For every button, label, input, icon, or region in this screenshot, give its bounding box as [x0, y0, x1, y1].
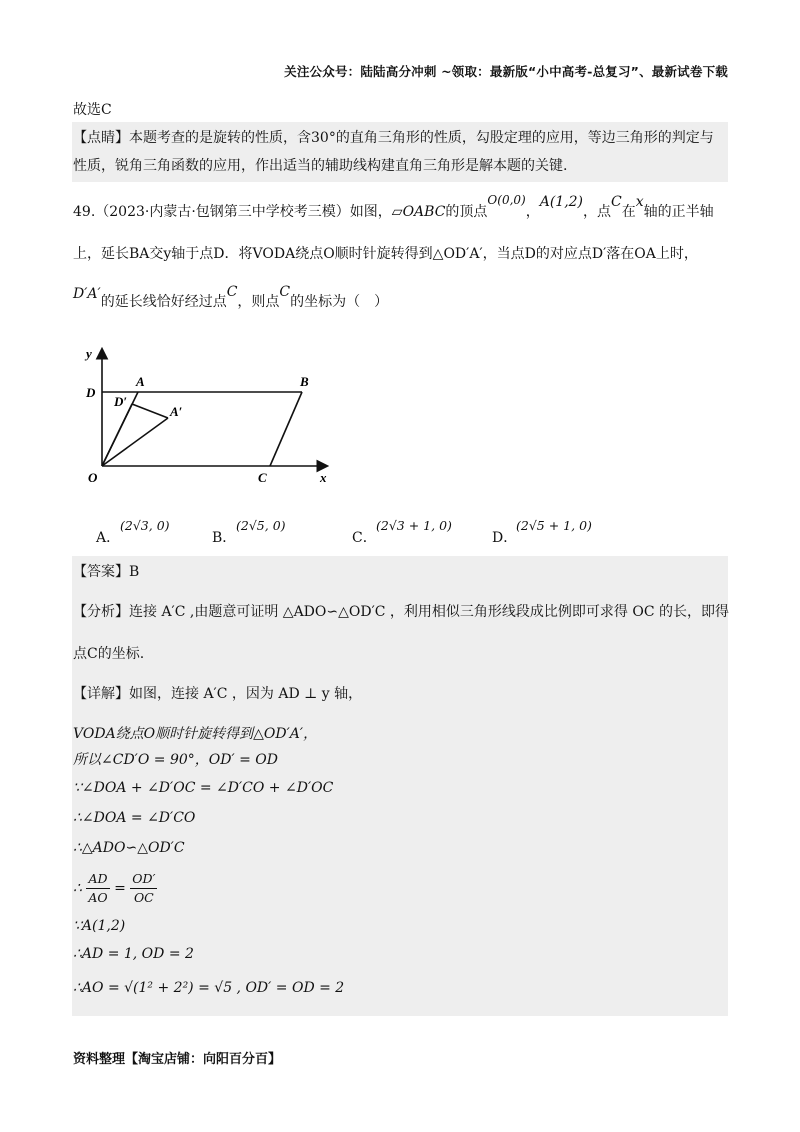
point-c-label: C [611, 194, 622, 210]
question-line-1 [73, 193, 714, 222]
question-text: ，点 [583, 204, 612, 220]
therefore-sign: ∴ [73, 880, 82, 897]
label-d: D [86, 385, 96, 400]
detail-line-5: ∴∠DOA = ∠D′CO [73, 810, 196, 826]
detail-line-7 [73, 870, 157, 907]
previous-answer: 故选C [73, 102, 112, 118]
o-coordinate: O(0,0) [487, 193, 526, 207]
option-value: (2√5, 0) [236, 518, 286, 533]
point-c-label: C [226, 284, 238, 300]
geometry-figure [80, 340, 340, 490]
label-x: x [320, 470, 327, 485]
question-text: 轴的正半轴 [643, 204, 714, 220]
question-source: 49.（2023·内蒙古·包钢第三中学校考三模）如图， [73, 204, 392, 220]
comment-line-2: 性质，锐角三角函数的应用，作出适当的辅助线构建直角三角形是解本题的关键. [73, 158, 568, 174]
label-o: O [88, 470, 98, 485]
option-label: A． [96, 530, 121, 546]
option-label: C． [352, 530, 377, 546]
question-line-3 [73, 284, 389, 312]
option-label: B． [212, 530, 237, 546]
fraction-ad-ao [86, 870, 109, 907]
detail-line-2: VODA绕点O顺时针旋转得到△OD′A′， [73, 726, 318, 742]
parallelogram-label: ▱OABC [391, 204, 446, 220]
a-coordinate: A(1,2) [539, 194, 584, 210]
detail-line-1: 【详解】如图，连接 A′C ，因为 AD ⊥ y 轴， [73, 686, 363, 702]
point-c-label: C [279, 284, 291, 300]
detail-line-10: ∴AO = √(1² + 2²) = √5 , OD′ = OD = 2 [73, 980, 345, 996]
header-note: 关注公众号：陆陆高分冲刺 ~领取：最新版“小中高考-总复习”、最新试卷下载 [284, 64, 728, 79]
detail-line-9: ∴AD = 1, OD = 2 [73, 946, 194, 962]
analysis-line-2: 点C的坐标. [73, 646, 145, 662]
label-c: C [258, 470, 267, 485]
segment-d-prime-a-prime [132, 404, 168, 418]
fraction-od-oc [130, 870, 157, 907]
segment-bc [270, 392, 302, 466]
fraction-numerator: AD [86, 870, 109, 889]
option-label: D． [492, 530, 518, 546]
fraction-numerator: OD′ [130, 870, 157, 889]
detail-line-6: ∴△ADO∽△OD′C [73, 840, 185, 856]
label-a-prime: A′ [170, 404, 183, 419]
label-d-prime: D′ [114, 394, 128, 409]
detail-line-4: ∵∠DOA + ∠D′OC = ∠D′CO + ∠D′OC [73, 780, 334, 796]
option-value: (2√5 + 1, 0) [516, 518, 592, 533]
option-value: (2√3, 0) [120, 518, 170, 533]
question-text: 的顶点 [445, 204, 488, 220]
question-text: ，则点 [237, 294, 280, 310]
question-line-2: 上，延长BA交y轴于点D．将VODA绕点O顺时针旋转得到△OD′A′，当点D的对应点D′落在OA上时， [73, 246, 698, 262]
fraction-denominator: OC [133, 890, 154, 906]
label-a: A [136, 374, 145, 389]
detail-line-8: ∵A(1,2) [73, 918, 126, 934]
question-text: 在 [621, 204, 636, 220]
question-sep: ， [525, 204, 540, 220]
question-text: 的坐标为（ ） [290, 294, 389, 310]
question-text: 的延长线恰好经过点 [100, 294, 227, 310]
answer-line: 【答案】B [73, 564, 140, 580]
x-axis-label: x [635, 194, 644, 210]
analysis-line-1: 【分析】连接 A′C ,由题意可证明 △ADO∽△OD′C ，利用相似三角形线段成比例即可求得 OC 的长，即得 [73, 604, 730, 620]
equals-sign: = [114, 880, 126, 897]
label-y: y [86, 346, 92, 361]
segment-label: D′A′ [73, 286, 101, 302]
footer-note: 资料整理【淘宝店铺：向阳百分百】 [73, 1052, 282, 1067]
segment-oa-prime [102, 418, 168, 466]
label-b: B [300, 374, 309, 389]
fraction-denominator: AO [88, 890, 108, 906]
option-value: (2√3 + 1, 0) [376, 518, 452, 533]
segment-od-prime [102, 404, 132, 466]
comment-line-1: 【点睛】本题考查的是旋转的性质，含30°的直角三角形的性质，勾股定理的应用，等边三角形的判定与 [73, 130, 714, 146]
detail-line-3: 所以∠CD′O = 90°，OD′ = OD [73, 752, 278, 768]
